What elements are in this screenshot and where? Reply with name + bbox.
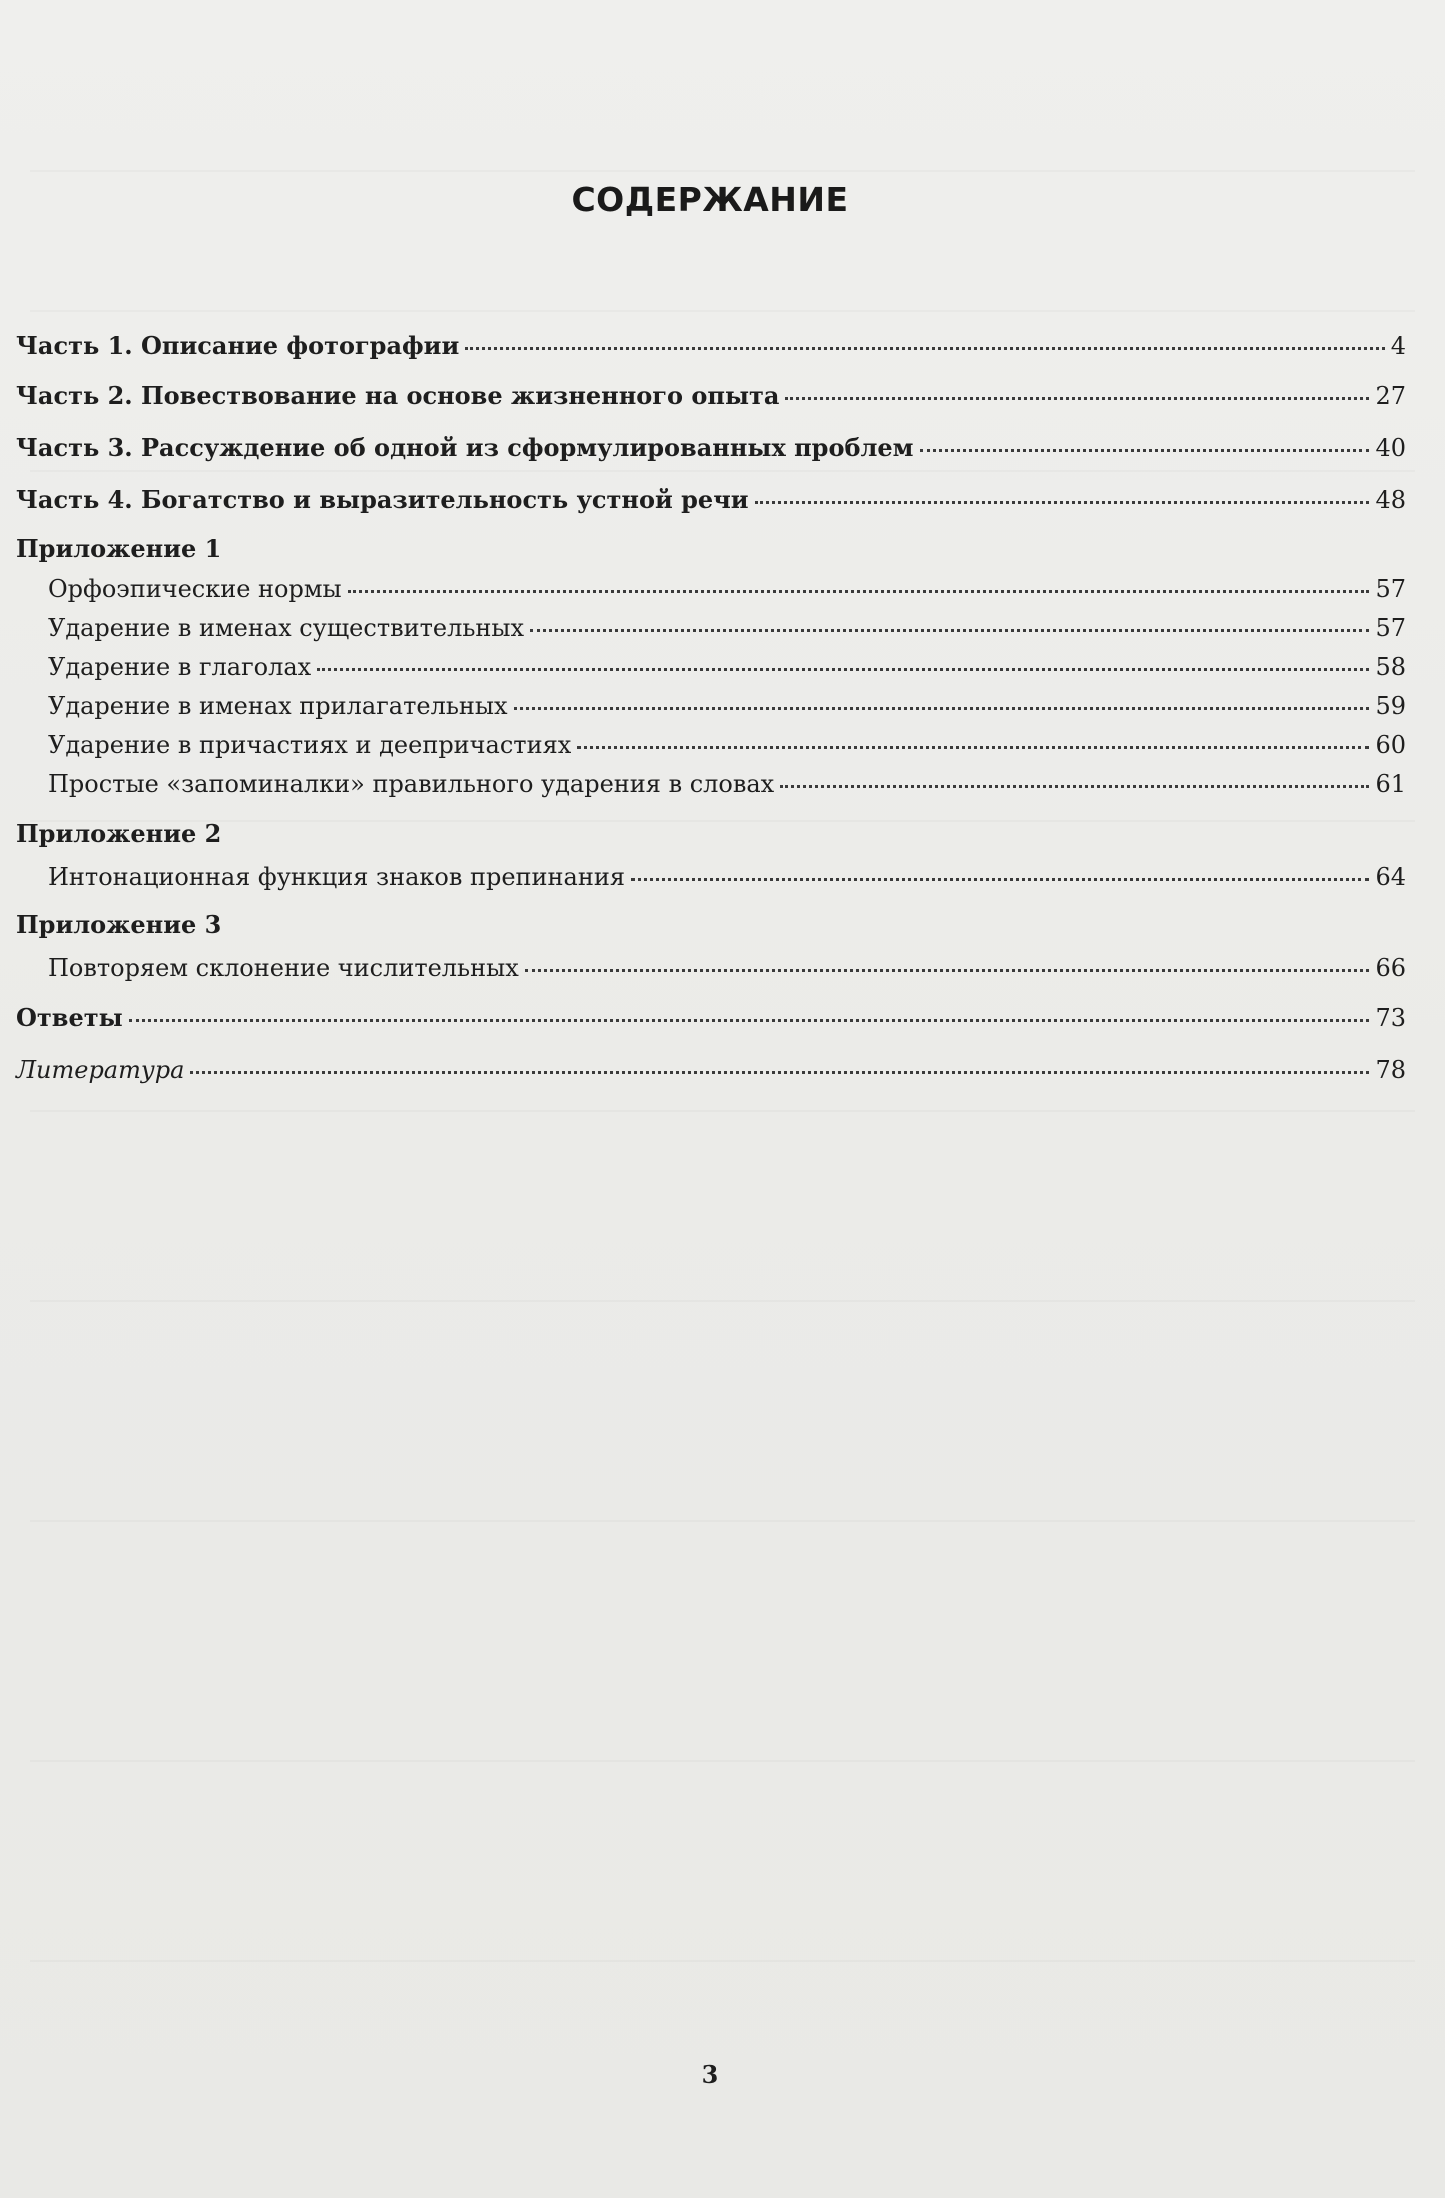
dot-leader [129,1019,1370,1022]
page-title: СОДЕРЖАНИЕ [571,180,849,219]
toc-entry-part-4[interactable] [16,482,1406,518]
page-number: 3 [701,2060,719,2089]
toc-entry-appendix-1-item[interactable] [16,727,1406,763]
toc-entry-appendix-1-item[interactable] [16,610,1406,646]
toc-entry-page: 48 [1375,486,1406,514]
toc-entry-page: 59 [1375,692,1406,720]
toc-entry-label: Ударение в глаголах [48,653,312,681]
toc-entry-appendix-1-item[interactable] [16,766,1406,802]
dot-leader [577,746,1369,749]
appendix-1-heading: Приложение 1 [16,534,222,563]
toc-entry-label: Интонационная функция знаков препинания [48,863,625,891]
toc-entry-appendix-1-item[interactable] [16,571,1406,607]
toc-entry-literature[interactable] [16,1052,1406,1088]
toc-entry-page: 27 [1375,382,1406,410]
toc-entry-label: Часть 1. Описание фотографии [16,331,460,360]
toc-entry-page: 58 [1375,653,1406,681]
dot-leader [780,785,1369,788]
dot-leader [631,878,1369,881]
dot-leader [525,969,1370,972]
toc-entry-part-3[interactable] [16,430,1406,466]
dot-leader [514,707,1370,710]
dot-leader [317,668,1369,671]
toc-entry-page: 66 [1375,954,1406,982]
toc-entry-label: Часть 2. Повествование на основе жизненного опыта [16,381,780,410]
toc-entry-page: 57 [1375,614,1406,642]
toc-entry-appendix-1-item[interactable] [16,688,1406,724]
toc-entry-label: Часть 4. Богатство и выразительность устной речи [16,485,749,514]
toc-entry-label: Повторяем склонение числительных [48,954,519,982]
toc-entry-label: Ответы [16,1003,123,1032]
toc-entry-page: 60 [1375,731,1406,759]
dot-leader [190,1071,1369,1074]
toc-entry-page: 64 [1375,863,1406,891]
dot-leader [465,347,1384,350]
toc-entry-label: Часть 3. Рассуждение об одной из сформулированных проблем [16,433,914,462]
toc-entry-label: Ударение в именах прилагательных [48,692,508,720]
toc-entry-label: Ударение в причастиях и деепричастиях [48,731,572,759]
toc-entry-label: Ударение в именах существительных [48,614,525,642]
toc-entry-appendix-3-item[interactable] [16,950,1406,986]
toc-entry-appendix-2-item[interactable] [16,859,1406,895]
toc-entry-answers[interactable] [16,1000,1406,1036]
toc-entry-page: 61 [1375,770,1406,798]
toc-entry-part-1[interactable] [16,328,1406,364]
toc-entry-page: 73 [1375,1004,1406,1032]
appendix-2-heading: Приложение 2 [16,819,222,848]
dot-leader [755,501,1370,504]
toc-entry-page: 57 [1375,575,1406,603]
dot-leader [348,590,1370,593]
toc-entry-page: 78 [1375,1056,1406,1084]
toc-entry-label: Литература [16,1056,185,1084]
toc-entry-page: 40 [1375,434,1406,462]
dot-leader [920,449,1370,452]
toc-entry-page: 4 [1390,332,1406,360]
toc-entry-part-2[interactable] [16,378,1406,414]
dot-leader [785,397,1369,400]
toc-entry-appendix-1-item[interactable] [16,649,1406,685]
appendix-3-heading: Приложение 3 [16,910,222,939]
toc-entry-label: Орфоэпические нормы [48,575,342,603]
dot-leader [530,629,1369,632]
toc-entry-label: Простые «запоминалки» правильного ударения в словах [48,770,775,798]
